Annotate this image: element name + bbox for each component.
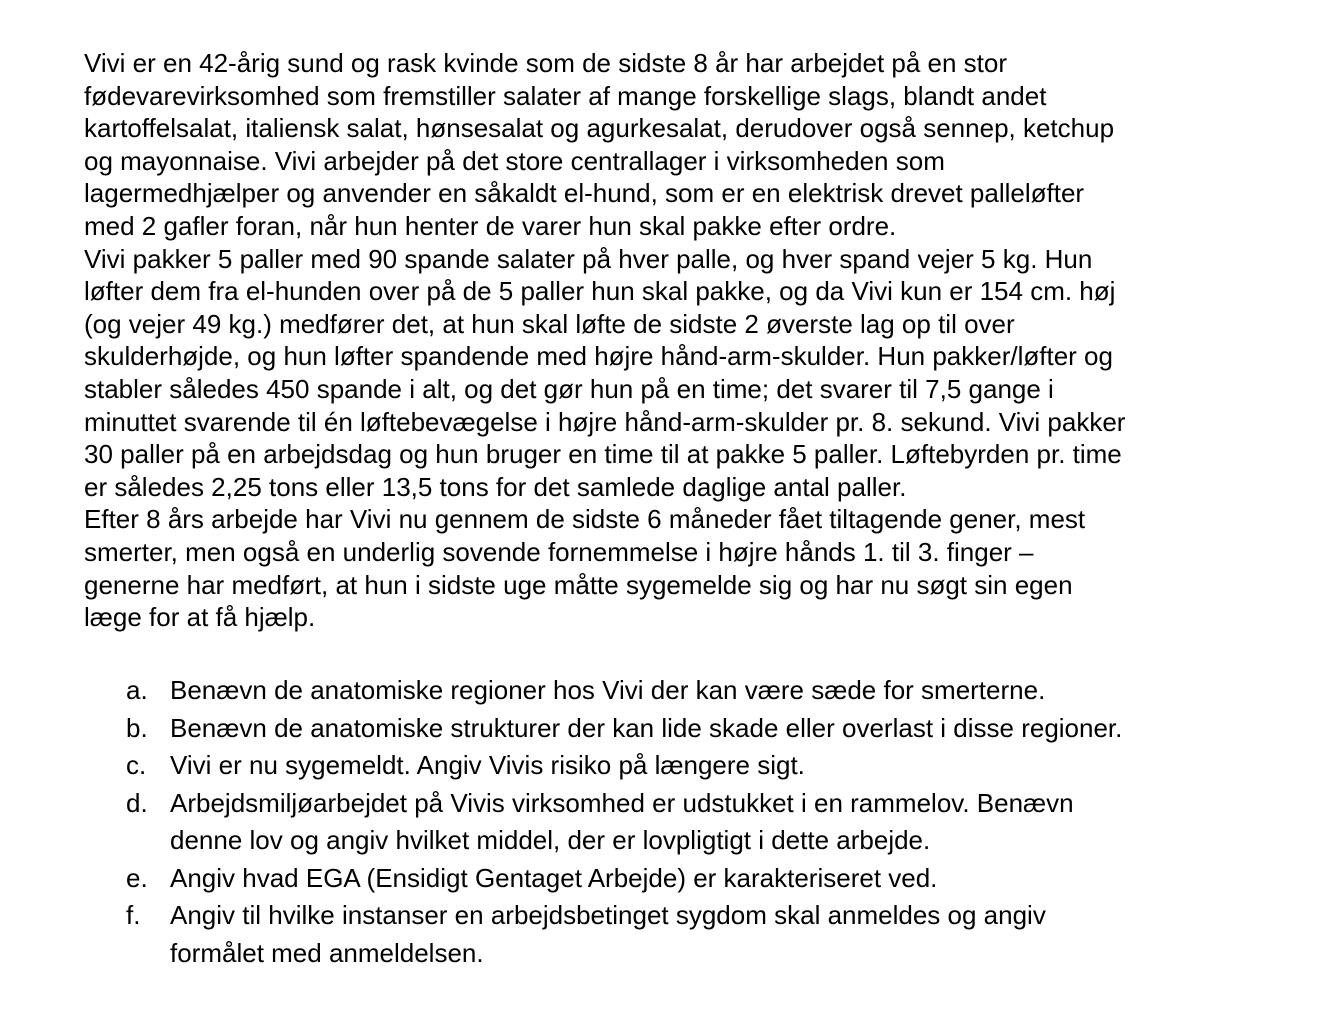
paragraph-work-load	[84, 243, 1324, 504]
text-line: formålet med anmeldelsen.	[170, 937, 484, 968]
text-line: smerter, men også en underlig sovende fornemmelse i højre hånds 1. til 3. finger –	[84, 536, 1034, 567]
question-text	[170, 710, 1316, 748]
list-marker: f.	[126, 900, 141, 930]
text-line: og mayonnaise. Vivi arbejder på det store centrallager i virksomheden som	[84, 145, 945, 176]
list-marker: a.	[126, 675, 148, 705]
question-item	[126, 897, 1316, 972]
text-line: Arbejdsmiljøarbejdet på Vivis virksomhed er udstukket i en rammelov. Benævn	[170, 787, 1074, 818]
question-list	[126, 672, 1316, 972]
question-text	[170, 785, 1316, 860]
question-item	[126, 710, 1316, 748]
question-text	[170, 897, 1316, 972]
list-marker: b.	[126, 712, 148, 743]
list-marker: c.	[126, 750, 147, 780]
text-line: lagermedhjælper og anvender en såkaldt el-hund, som er en elektrisk drevet palleløfter	[84, 178, 1085, 209]
question-item	[126, 785, 1316, 860]
paragraph-intro	[84, 47, 1324, 243]
question-text	[170, 860, 1316, 898]
question-text	[170, 747, 1316, 785]
text-line: Benævn de anatomiske strukturer der kan lide skade eller overlast i disse regioner.	[170, 712, 1123, 743]
text-line: Efter 8 års arbejde har Vivi nu gennem de sidste 6 måneder fået tiltagende gener, mest	[84, 504, 1086, 535]
question-text	[170, 672, 1316, 710]
case-description	[84, 47, 1324, 634]
text-line: Angiv hvad EGA (Ensidigt Gentaget Arbejde) er karakteriseret ved.	[170, 862, 938, 893]
text-line: 30 paller på en arbejdsdag og hun bruger en time til at pakke 5 paller. Løftebyrden pr. time	[84, 439, 1122, 470]
text-line: minuttet svarende til én løftebevægelse i højre hånd-arm-skulder pr. 8. sekund. Vivi pakker	[84, 406, 1126, 437]
question-item	[126, 672, 1316, 710]
text-line: Vivi er en 42-årig sund og rask kvinde som de sidste 8 år har arbejdet på en stor	[84, 48, 1008, 78]
text-line: Vivi pakker 5 paller med 90 spande salater på hver palle, og hver spand vejer 5 kg. Hun	[84, 243, 1093, 274]
text-line: fødevarevirksomhed som fremstiller salater af mange forskellige slags, blandt andet	[84, 80, 1047, 111]
text-line: læge for at få hjælp.	[84, 602, 316, 633]
text-line: kartoffelsalat, italiensk salat, hønsesalat og agurkesalat, derudover også sennep, ketchup	[84, 113, 1115, 144]
text-line: (og vejer 49 kg.) medfører det, at hun skal løfte de sidste 2 øverste lag op til over	[84, 308, 1015, 339]
text-line: Benævn de anatomiske regioner hos Vivi der kan være sæde for smerterne.	[170, 675, 1046, 705]
question-item	[126, 747, 1316, 785]
text-line: generne har medført, at hun i sidste uge måtte sygemelde sig og har nu søgt sin egen	[84, 569, 1073, 600]
text-line: er således 2,25 tons eller 13,5 tons for det samlede daglige antal paller.	[84, 471, 907, 502]
text-line: Angiv til hvilke instanser en arbejdsbetinget sygdom skal anmeldes og angiv	[170, 900, 1046, 930]
question-item	[126, 860, 1316, 898]
text-line: skulderhøjde, og hun løfter spandende med højre hånd-arm-skulder. Hun pakker/løfter og	[84, 341, 1113, 372]
paragraph-symptoms	[84, 503, 1324, 633]
text-line: denne lov og angiv hvilket middel, der er lovpligtigt i dette arbejde.	[170, 825, 931, 855]
text-line: stabler således 450 spande i alt, og det gør hun på en time; det svarer til 7,5 gange i	[84, 373, 1054, 404]
list-marker: e.	[126, 862, 148, 893]
text-line: Vivi er nu sygemeldt. Angiv Vivis risiko på længere sigt.	[170, 750, 805, 780]
list-marker: d.	[126, 787, 148, 818]
text-line: med 2 gafler foran, når hun henter de varer hun skal pakke efter ordre.	[84, 210, 897, 241]
text-line: løfter dem fra el-hunden over på de 5 paller hun skal pakke, og da Vivi kun er 154 cm. høj	[84, 276, 1116, 307]
